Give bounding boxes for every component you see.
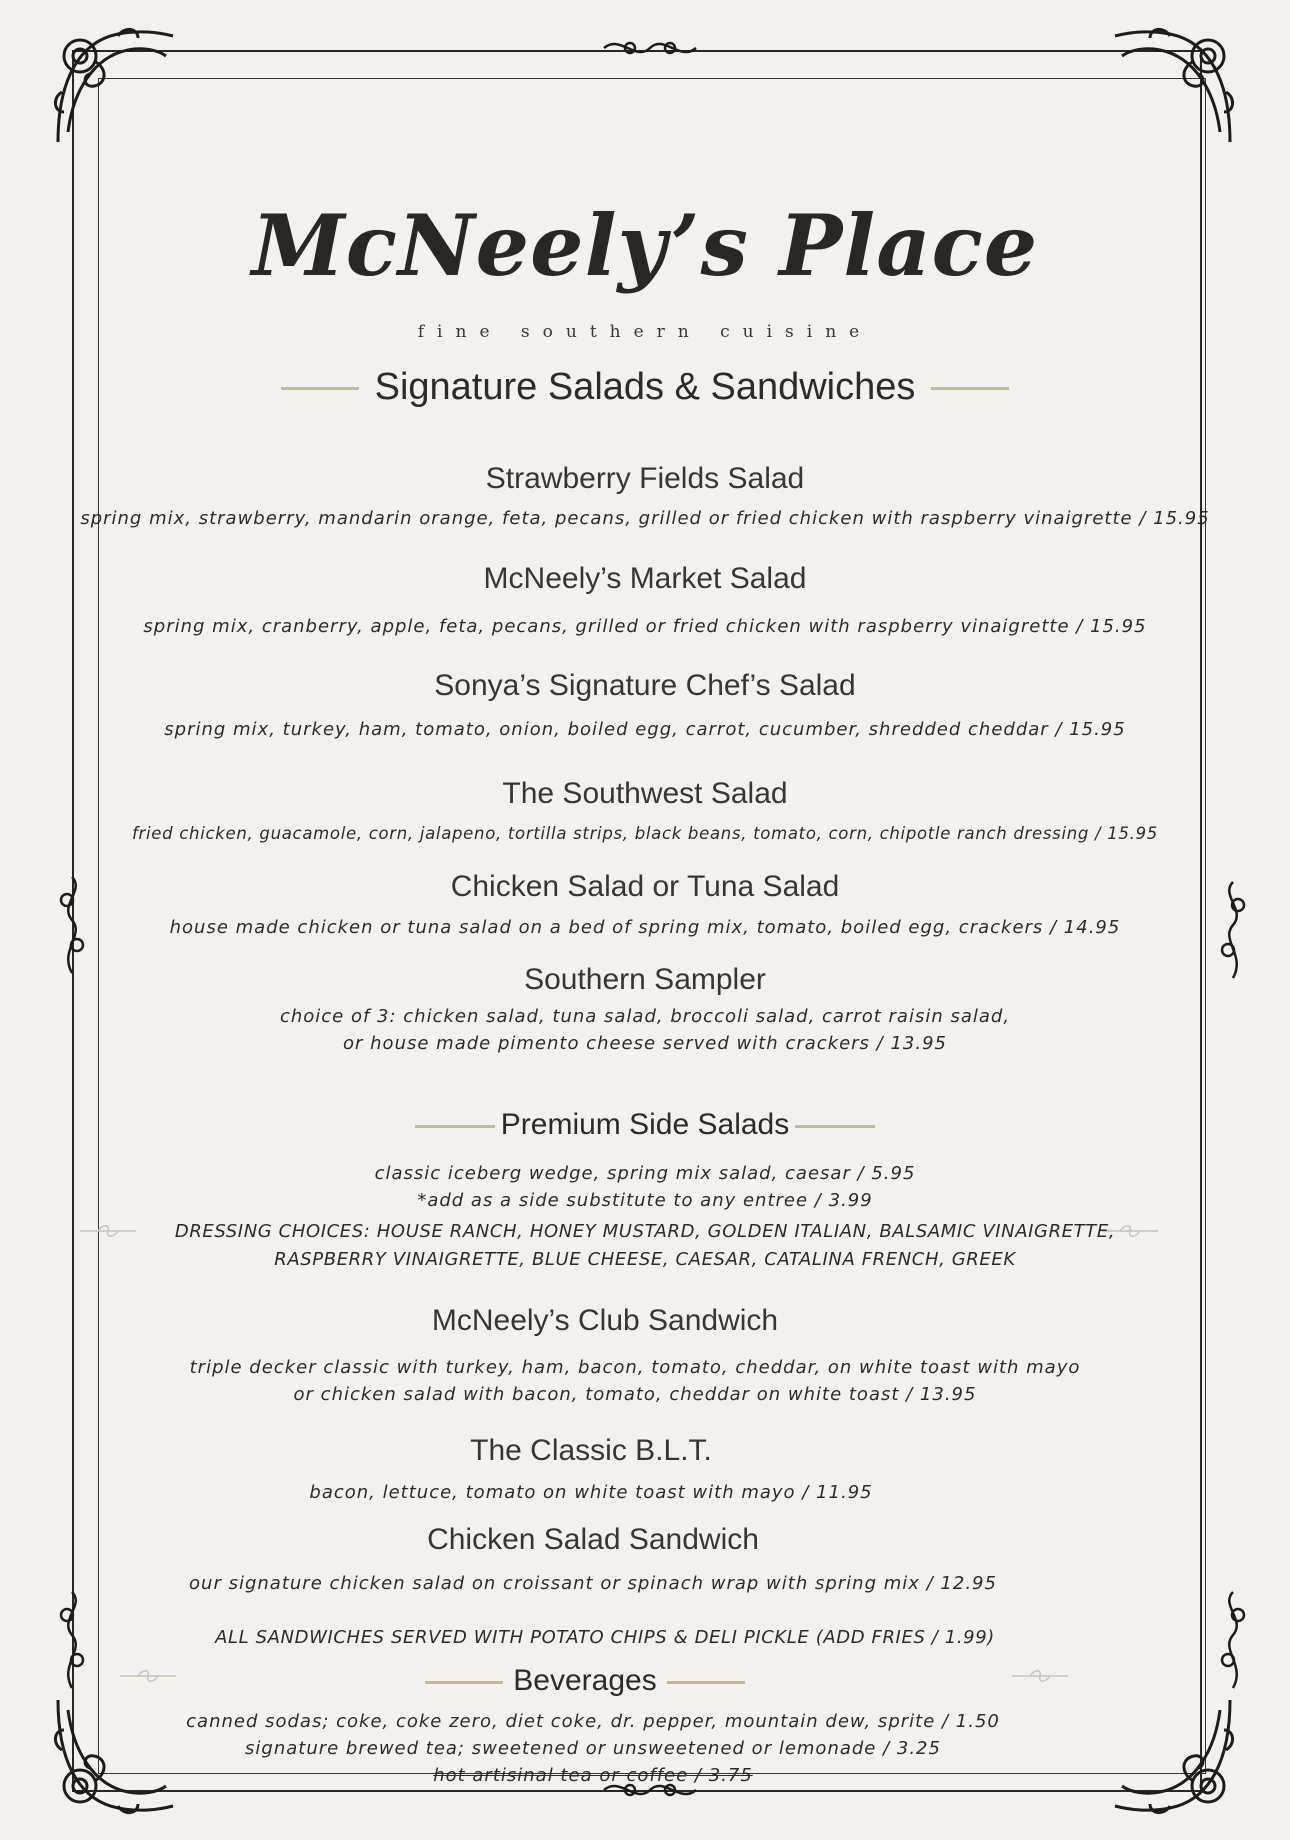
section-heading-main [0, 366, 1290, 409]
dressing-choices: DRESSING CHOICES: HOUSE RANCH, HONEY MUSTARD, GOLDEN ITALIAN, BALSAMIC VINAIGRETTE, [174, 1221, 1116, 1242]
menu-item-name: Sonya’s Signature Chef’s Salad [434, 669, 856, 702]
menu-item-desc: spring mix, strawberry, mandarin orange, feta, pecans, grilled or fried chicken with raspberry vinaigrette / 15.95 [80, 508, 1210, 529]
heading-rule [931, 387, 1009, 390]
menu-item-name: Chicken Salad Sandwich [427, 1523, 759, 1556]
restaurant-tagline: fine southern cuisine [417, 322, 873, 342]
restaurant-name: McNeely’s Place [251, 196, 1039, 295]
menu-item-desc: or house made pimento cheese served with crackers / 13.95 [343, 1033, 947, 1054]
menu-item-desc: triple decker classic with turkey, ham, bacon, tomato, cheddar, on white toast with mayo [189, 1357, 1081, 1378]
menu-item-desc: choice of 3: chicken salad, tuna salad, broccoli salad, carrot raisin salad, [279, 1006, 1011, 1027]
menu-item-desc: fried chicken, guacamole, corn, jalapeno, tortilla strips, black beans, tomato, corn, chipotle ranch dressing / 15.95 [132, 824, 1158, 843]
menu-item-desc: our signature chicken salad on croissant or spinach wrap with spring mix / 12.95 [189, 1573, 997, 1594]
section-title: Premium Side Salads [500, 1108, 790, 1141]
menu-item-desc: bacon, lettuce, tomato on white toast with mayo / 11.95 [309, 1482, 873, 1503]
top-center-ornament-icon [600, 30, 700, 66]
corner-ornament-icon [1110, 22, 1240, 152]
section-title: Signature Salads & Sandwiches [374, 366, 916, 408]
dressing-choices: RASPBERRY VINAIGRETTE, BLUE CHEESE, CAESAR, CATALINA FRENCH, GREEK [274, 1249, 1016, 1270]
menu-item-name: McNeely’s Club Sandwich [431, 1304, 779, 1337]
menu-item-name: The Classic B.L.T. [470, 1434, 712, 1467]
heading-rule [667, 1681, 745, 1684]
sandwich-note: ALL SANDWICHES SERVED WITH POTATO CHIPS & DELI PICKLE (ADD FRIES / 1.99) [215, 1627, 995, 1648]
heading-rule [795, 1125, 875, 1128]
menu-item-desc: spring mix, cranberry, apple, feta, pecans, grilled or fried chicken with raspberry vinaigrette / 15.95 [143, 616, 1147, 637]
menu-item-name: Strawberry Fields Salad [485, 462, 805, 495]
corner-ornament-icon [48, 22, 178, 152]
menu-item-name: The Southwest Salad [502, 777, 788, 810]
section-heading-side-salads [0, 1108, 1290, 1142]
section-title: Beverages [513, 1664, 657, 1697]
menu-item-name: Chicken Salad or Tuna Salad [450, 870, 840, 903]
heading-rule [281, 387, 359, 390]
menu-item-desc: or chicken salad with bacon, tomato, cheddar on white toast / 13.95 [293, 1384, 977, 1405]
beverage-desc: hot artisinal tea or coffee / 3.75 [433, 1765, 753, 1786]
heading-rule [415, 1125, 495, 1128]
side-salad-desc: classic iceberg wedge, spring mix salad, caesar / 5.95 [374, 1163, 916, 1184]
menu-item-name: McNeely’s Market Salad [483, 562, 807, 595]
beverage-desc: canned sodas; coke, coke zero, diet coke, dr. pepper, mountain dew, sprite / 1.50 [186, 1711, 1000, 1732]
side-salad-note: *add as a side substitute to any entree / 3.99 [417, 1190, 873, 1211]
heading-rule [425, 1681, 503, 1684]
menu-item-name: Southern Sampler [524, 963, 766, 996]
menu-item-desc: spring mix, turkey, ham, tomato, onion, boiled egg, carrot, cucumber, shredded cheddar / 15.95 [164, 719, 1126, 740]
menu-item-desc: house made chicken or tuna salad on a bed of spring mix, tomato, boiled egg, crackers / 14.95 [169, 917, 1121, 938]
section-heading-beverages [0, 1664, 1230, 1698]
beverage-desc: signature brewed tea; sweetened or unsweetened or lemonade / 3.25 [245, 1738, 941, 1759]
